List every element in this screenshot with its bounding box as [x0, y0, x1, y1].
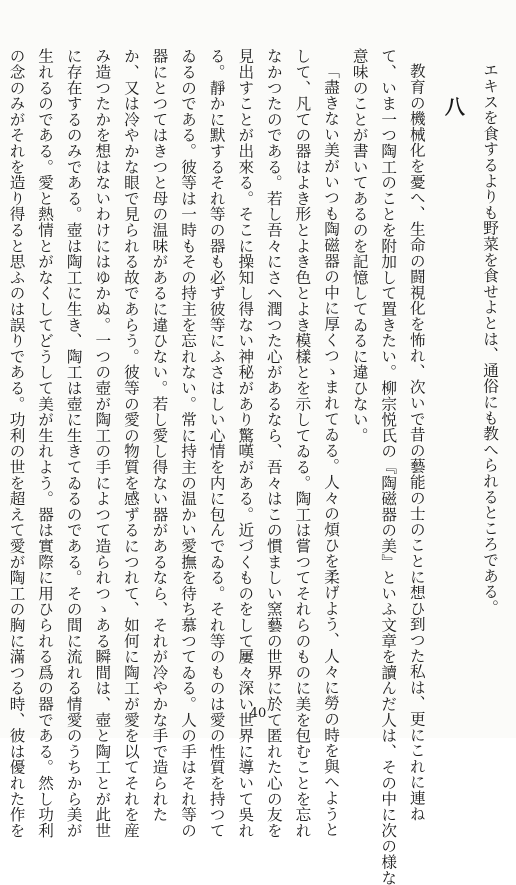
quote-column: [0, 48, 2, 688]
quote-column: 「盡きない美がいつも陶磁器の中に厚くつゝまれてゐる。人々の煩ひを柔げよう、人々に勞の時を與へようと: [322, 63, 341, 838]
quote-column: 器にとつてはきつと母の温味があるに違ひない。若し愛し得ない器があるなら、それが冷やかな手で造られた: [150, 48, 169, 823]
quote-column: に存在するのみである。壺は陶工に生き、陶工は壺に生きてゐるのである。その間に流れる情愛のうちから美が: [64, 48, 83, 838]
page-number: 40: [249, 706, 267, 721]
text-column: 意味のことが書いてあるのを記憶してゐるに違ひない。: [350, 48, 369, 443]
quote-column: 見出すことが出來る。そこに操知し得ない神秘があり驚嘆がある。近づくものをして屢々深い世界に導いて吳れ: [236, 48, 255, 838]
quote-column: み造つたかを想はないわけにはゆかぬ。一つの壺が陶工の手によつて造られつゝある瞬間は、壺と陶工とが此世: [93, 48, 112, 838]
section-heading: 八: [441, 96, 466, 117]
column-spacer: [431, 48, 439, 688]
quote-column: なかつたのである。若し吾々にさへ潤つた心があるなら、吾々はこの慣ましい窯藝の世界に於て匿れた心の友を: [264, 48, 283, 838]
text-column: て、いま一つ陶工のことを附加して置きたい。柳宗悦氏の『陶磁器の美』といふ文章を讀んだ人は、その中に次の様な: [379, 48, 398, 885]
column-spacer: [467, 48, 475, 688]
quote-column: ゐるのである。彼等は一時もその持主を忘れない。常に持主の温かい愛撫を待ち慕つてゐる。人の手はそれ等の: [179, 48, 198, 838]
quote-column: の念のみがそれを造り得ると思ふのは誤りである。功利の世を超えて愛が陶工の胸に滿つる時、彼は優れた作を: [7, 48, 26, 838]
quote-column: か、又は冷やかな眼で見られる故であらう。彼等の愛の物質を感ずるにつれて、如何に陶工が愛を以てそれを産: [121, 48, 140, 838]
text-column: 教育の機械化を憂へ、生命の闘視化を怖れ、次いで昔の藝能の士のことに想ひ到つた私は、更にこれに連ね: [407, 63, 426, 822]
text-column-continuation: エキスを食するよりも野菜を食せよとは、通俗にも教へられるところである。: [481, 62, 499, 615]
quote-column: る。靜かに默するそれ等の器も必ず彼等にふさはしい心情を内に包んでゐる。それ等のものは愛の性質を持つて: [207, 48, 226, 838]
quote-column: 生れるのである。愛と熱情とがなくしてどうして美が生れよう。器は實際に用ひられる爲の器である。然し功利: [36, 48, 55, 838]
quote-column: して、凡ての器はよき形とよき色とよき模樣とを示してゐる。陶工は嘗つてそれらのものに美を包むことを忘れ: [293, 48, 312, 838]
